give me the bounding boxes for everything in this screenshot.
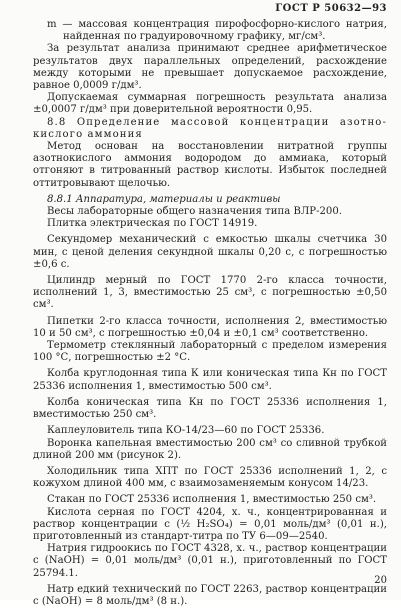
list-item: Пипетки 2-го класса точности, исполнения 2, вместимостью 10 и 50 см³, с погрешностью ±0,04 и ±0,1 см³ соответственно. [33,315,387,339]
standard-header: ГОСТ Р 50632—93 [275,3,387,14]
list-item: Натр едкий технический по ГОСТ 2263, раствор концентрации с (NaOH) = 8 моль/дм³ (8 н.). [33,583,387,607]
list-item: Цилиндр мерный по ГОСТ 1770 2-го класса точности, исполнений 1, 3, вместимостью 25 см³, с погрешностью ±0,50 см³. [33,275,387,311]
list-item: Холодильник типа ХПТ по ГОСТ 25336 исполнений 1, 2, с кожухом длиной 400 мм, с взаимозаменяемым конусом 14/23. [33,465,387,490]
list-item: Каплеуловитель типа КО-14/23—60 по ГОСТ 25336. [47,425,325,437]
list-item: Термометр стеклянный лабораторный с пределом измерения 100 °С, погрешностью ±2 °С. [33,340,387,364]
list-item: Кислота серная по ГОСТ 4204, х. ч., концентрированная и раствор концентрации с (½ H₂SO₄) = 0,01 моль/дм³ (0,01 н.), приготовленный из стандарт-титра по ТУ 6—09—2540. [33,506,387,542]
page-body [33,19,387,608]
list-item: Воронка капельная вместимостью 200 см³ со сливной трубкой длиной 200 мм (рисунок 2). [33,437,387,461]
list-item: Стакан по ГОСТ 25336 исполнения 1, вместимостью 250 см³. [47,494,377,506]
list-item: Весы лабораторные общего назначения типа ВЛР-200. [47,206,342,218]
paragraph-variable-definition: m — массовая концентрация пирофосфорно-кислого натрия, найденная по градуировочному графику, мг/см³. [47,19,387,43]
paragraph-result: За результат анализа принимают среднее арифметическое результатов двух параллельных определений, расхождение между которыми не превышает допускаемое расхождение, равное 0,0009 г/дм³. [33,43,387,92]
list-item: Плитка электрическая по ГОСТ 14919. [47,218,258,230]
paragraph-error: Допускаемая суммарная погрешность результата анализа ±0,0007 г/дм³ при доверительной вероятности 0,95. [33,92,387,116]
section-title: 8.8 Определение массовой концентрации азотно-кислого аммония [33,116,387,140]
page-number: 20 [374,575,387,586]
list-item: Секундомер механический с емкостью шкалы счетчика 30 мин, с ценой деления секундной шкалы 0,20 с, с погрешностью ±0,6 с. [33,234,387,270]
subsection-title: 8.8.1 Аппаратура, материалы и реактивы [47,193,281,205]
paragraph-method: Метод основан на восстановлении нитратной группы азотнокислого аммония водородом до аммиака, который отгоняют в титрованный раствор кислоты. Избыток последней оттитровывают щелочью. [33,141,387,189]
list-item: Колба круглодонная типа К или коническая типа Кн по ГОСТ 25336 исполнения 1, вместимостью 500 см³. [33,368,387,392]
list-item: Натрия гидроокись по ГОСТ 4328, х. ч., раствор концентрации с (NaOH) = 0,01 моль/дм³ (0,01 н.), приготовленный по ГОСТ 25794.1. [33,543,387,579]
list-item: Колба коническая типа Кн по ГОСТ 25336 исполнения 1, вместимостью 250 см³. [33,396,387,421]
